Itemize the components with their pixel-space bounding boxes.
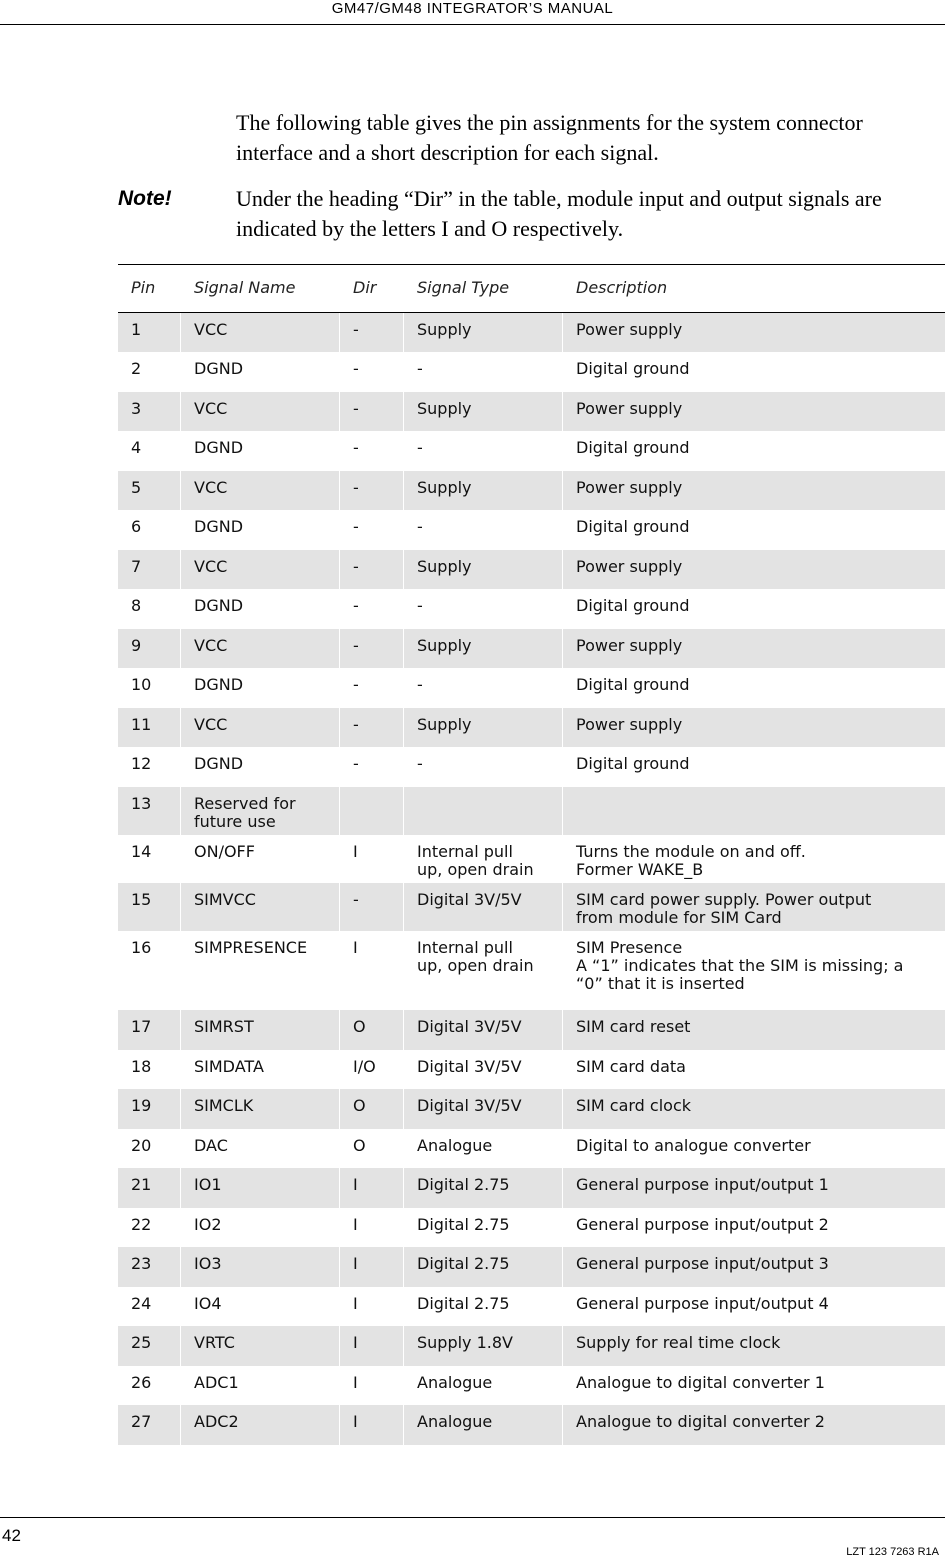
pin-cell: 8: [131, 596, 142, 615]
pin-cell: 10: [131, 675, 152, 694]
signal-type-cell: -: [417, 675, 423, 694]
signal-name-cell: VRTC: [181, 1326, 339, 1366]
dir-cell: -: [353, 754, 359, 773]
description-cell: Digital ground: [576, 675, 690, 694]
signal-type-cell: Supply: [404, 629, 562, 668]
signal-name-cell: VCC: [181, 550, 339, 589]
dir-cell: -: [340, 313, 403, 352]
description-cell: SIM card reset: [563, 1010, 945, 1050]
dir-cell: -: [340, 471, 403, 510]
header-signal-type: Signal Type: [417, 278, 510, 297]
pin-cell: 23: [118, 1247, 180, 1287]
dir-cell: I: [353, 1373, 358, 1392]
dir-cell: O: [340, 1010, 403, 1050]
pin-cell: 4: [131, 438, 142, 457]
description-cell: General purpose input/output 3: [563, 1247, 945, 1287]
signal-type-cell: Digital 3V/5V: [417, 1057, 522, 1076]
header-rule: [0, 24, 945, 25]
pin-cell: 3: [118, 392, 180, 431]
signal-type-cell: -: [417, 596, 423, 615]
table-row: [118, 1010, 945, 1050]
dir-cell: I: [340, 1247, 403, 1287]
table-row: [118, 1405, 945, 1445]
table-row: [118, 787, 945, 835]
signal-name-cell: ADC2: [181, 1405, 339, 1445]
document-id: LZT 123 7263 R1A: [846, 1546, 939, 1558]
description-cell: Power supply: [563, 550, 945, 589]
table-row: [118, 1326, 945, 1366]
dir-cell: -: [353, 675, 359, 694]
dir-cell: -: [340, 708, 403, 747]
description-cell: SIM card clock: [563, 1089, 945, 1129]
table-row: [118, 1287, 945, 1326]
table-row: [118, 1050, 945, 1089]
signal-type-cell: -: [417, 517, 423, 536]
table-row: [118, 1208, 945, 1247]
description-cell: Power supply: [563, 392, 945, 431]
pin-cell: 13: [118, 787, 180, 835]
pin-cell: 7: [118, 550, 180, 589]
signal-name-cell: ON/OFF: [194, 842, 255, 861]
note-label: Note!: [118, 187, 172, 210]
signal-type-cell: Analogue: [404, 1405, 562, 1445]
description-cell: SIM Presence A “1” indicates that the SIM is missing; a “0” that it is inserted: [576, 938, 904, 993]
signal-type-cell: Digital 2.75: [404, 1168, 562, 1208]
signal-type-cell: Analogue: [417, 1136, 493, 1155]
description-cell: Digital ground: [576, 359, 690, 378]
signal-name-cell: IO3: [181, 1247, 339, 1287]
signal-name-cell: SIMCLK: [181, 1089, 339, 1129]
dir-cell: I: [353, 1215, 358, 1234]
dir-cell: I: [353, 938, 358, 957]
table-row: [118, 747, 945, 787]
description-cell: Digital ground: [576, 754, 690, 773]
dir-cell: -: [353, 359, 359, 378]
description-cell: Digital ground: [576, 438, 690, 457]
signal-name-cell: DGND: [194, 754, 244, 773]
running-header: GM47/GM48 INTEGRATOR’S MANUAL: [331, 0, 614, 17]
signal-type-cell: Internal pull up, open drain: [417, 938, 534, 975]
dir-cell: I/O: [353, 1057, 376, 1076]
signal-type-cell: Supply 1.8V: [404, 1326, 562, 1366]
signal-type-cell: -: [417, 438, 423, 457]
signal-name-cell: DAC: [194, 1136, 228, 1155]
signal-type-cell: Supply: [404, 313, 562, 352]
table-row: [118, 1168, 945, 1208]
dir-cell: I: [340, 1168, 403, 1208]
signal-name-cell: IO1: [181, 1168, 339, 1208]
dir-cell: I: [340, 1326, 403, 1366]
pin-cell: 2: [131, 359, 142, 378]
dir-cell: -: [340, 392, 403, 431]
signal-name-cell: DGND: [194, 438, 244, 457]
pin-cell: 21: [118, 1168, 180, 1208]
pin-cell: 9: [118, 629, 180, 668]
signal-type-cell: Digital 3V/5V: [404, 1089, 562, 1129]
signal-name-cell: VCC: [181, 708, 339, 747]
signal-type-cell: [404, 787, 562, 835]
signal-type-cell: Supply: [404, 392, 562, 431]
signal-name-cell: SIMDATA: [194, 1057, 264, 1076]
signal-name-cell: VCC: [181, 629, 339, 668]
table-row: [118, 589, 945, 629]
table-row: [118, 883, 945, 931]
pin-cell: 5: [118, 471, 180, 510]
description-cell: Analogue to digital converter 2: [563, 1405, 945, 1445]
description-cell: Supply for real time clock: [563, 1326, 945, 1366]
signal-type-cell: Digital 2.75: [417, 1294, 510, 1313]
dir-cell: O: [340, 1089, 403, 1129]
pin-cell: 24: [131, 1294, 152, 1313]
signal-name-cell: Reserved for future use: [181, 787, 339, 835]
pin-cell: 1: [118, 313, 180, 352]
dir-cell: I: [353, 1294, 358, 1313]
header-pin: Pin: [131, 278, 156, 297]
table-header: [118, 265, 945, 312]
table-row: [118, 931, 945, 1010]
pin-cell: 20: [131, 1136, 152, 1155]
description-cell: Power supply: [563, 313, 945, 352]
pin-cell: 16: [131, 938, 152, 957]
table-row: [118, 510, 945, 550]
table-row: [118, 313, 945, 352]
table-row: [118, 835, 945, 883]
dir-cell: -: [340, 550, 403, 589]
signal-type-cell: -: [417, 359, 423, 378]
signal-type-cell: Supply: [404, 550, 562, 589]
description-cell: [563, 787, 945, 835]
description-cell: Analogue to digital converter 1: [576, 1373, 825, 1392]
table-row: [118, 1247, 945, 1287]
pin-table-body: [118, 313, 945, 1445]
pin-cell: 11: [118, 708, 180, 747]
signal-name-cell: DGND: [194, 596, 244, 615]
table-row: [118, 708, 945, 747]
dir-cell: -: [353, 596, 359, 615]
dir-cell: -: [340, 883, 403, 931]
description-cell: Power supply: [563, 708, 945, 747]
pin-cell: 18: [131, 1057, 152, 1076]
dir-cell: [340, 787, 403, 835]
table-row: [118, 471, 945, 510]
signal-type-cell: Internal pull up, open drain: [417, 842, 534, 879]
table-row: [118, 352, 945, 392]
signal-type-cell: -: [417, 754, 423, 773]
dir-cell: I: [340, 1405, 403, 1445]
signal-name-cell: SIMVCC: [181, 883, 339, 931]
pin-cell: 26: [131, 1373, 152, 1392]
signal-name-cell: VCC: [181, 471, 339, 510]
note-text: Under the heading “Dir” in the table, module input and output signals are indicated by the letters I and O respectively.: [236, 186, 882, 241]
table-row: [118, 431, 945, 471]
pin-cell: 27: [118, 1405, 180, 1445]
header-signal-name: Signal Name: [194, 278, 296, 297]
pin-cell: 15: [118, 883, 180, 931]
pin-cell: 14: [131, 842, 152, 861]
pin-cell: 6: [131, 517, 142, 536]
dir-cell: -: [340, 629, 403, 668]
page-number: 42: [2, 1526, 21, 1545]
signal-name-cell: SIMPRESENCE: [194, 938, 308, 957]
description-cell: General purpose input/output 4: [576, 1294, 829, 1313]
signal-name-cell: DGND: [194, 675, 244, 694]
description-cell: SIM card data: [576, 1057, 686, 1076]
description-cell: Power supply: [563, 629, 945, 668]
header-description: Description: [576, 278, 668, 297]
table-row: [118, 1129, 945, 1168]
table-row: [118, 1089, 945, 1129]
signal-type-cell: Digital 3V/5V: [404, 883, 562, 931]
table-row: [118, 668, 945, 708]
table-row: [118, 550, 945, 589]
signal-name-cell: IO4: [194, 1294, 222, 1313]
signal-type-cell: Supply: [404, 708, 562, 747]
signal-type-cell: Digital 3V/5V: [404, 1010, 562, 1050]
signal-type-cell: Digital 2.75: [417, 1215, 510, 1234]
description-cell: Digital ground: [576, 596, 690, 615]
pin-cell: 22: [131, 1215, 152, 1234]
signal-type-cell: Supply: [404, 471, 562, 510]
dir-cell: -: [353, 438, 359, 457]
description-cell: Digital ground: [576, 517, 690, 536]
pin-cell: 12: [131, 754, 152, 773]
signal-name-cell: SIMRST: [181, 1010, 339, 1050]
pin-cell: 25: [118, 1326, 180, 1366]
signal-name-cell: ADC1: [194, 1373, 239, 1392]
signal-name-cell: DGND: [194, 359, 244, 378]
description-cell: SIM card power supply. Power output from module for SIM Card: [563, 883, 945, 931]
table-row: [118, 392, 945, 431]
intro-paragraph: The following table gives the pin assignments for the system connector interface and a short description for each signal.: [236, 110, 863, 165]
pin-cell: 19: [118, 1089, 180, 1129]
header-dir: Dir: [353, 278, 377, 297]
dir-cell: I: [353, 842, 358, 861]
signal-name-cell: IO2: [194, 1215, 222, 1234]
signal-name-cell: DGND: [194, 517, 244, 536]
description-cell: Power supply: [563, 471, 945, 510]
footer-rule: [0, 1517, 945, 1518]
signal-name-cell: VCC: [181, 313, 339, 352]
signal-type-cell: Analogue: [417, 1373, 493, 1392]
description-cell: General purpose input/output 2: [576, 1215, 829, 1234]
signal-name-cell: VCC: [181, 392, 339, 431]
table-row: [118, 629, 945, 668]
dir-cell: O: [353, 1136, 366, 1155]
description-cell: General purpose input/output 1: [563, 1168, 945, 1208]
signal-type-cell: Digital 2.75: [404, 1247, 562, 1287]
description-cell: Digital to analogue converter: [576, 1136, 811, 1155]
description-cell: Turns the module on and off. Former WAKE_B: [576, 842, 806, 879]
dir-cell: -: [353, 517, 359, 536]
table-row: [118, 1366, 945, 1405]
pin-cell: 17: [118, 1010, 180, 1050]
